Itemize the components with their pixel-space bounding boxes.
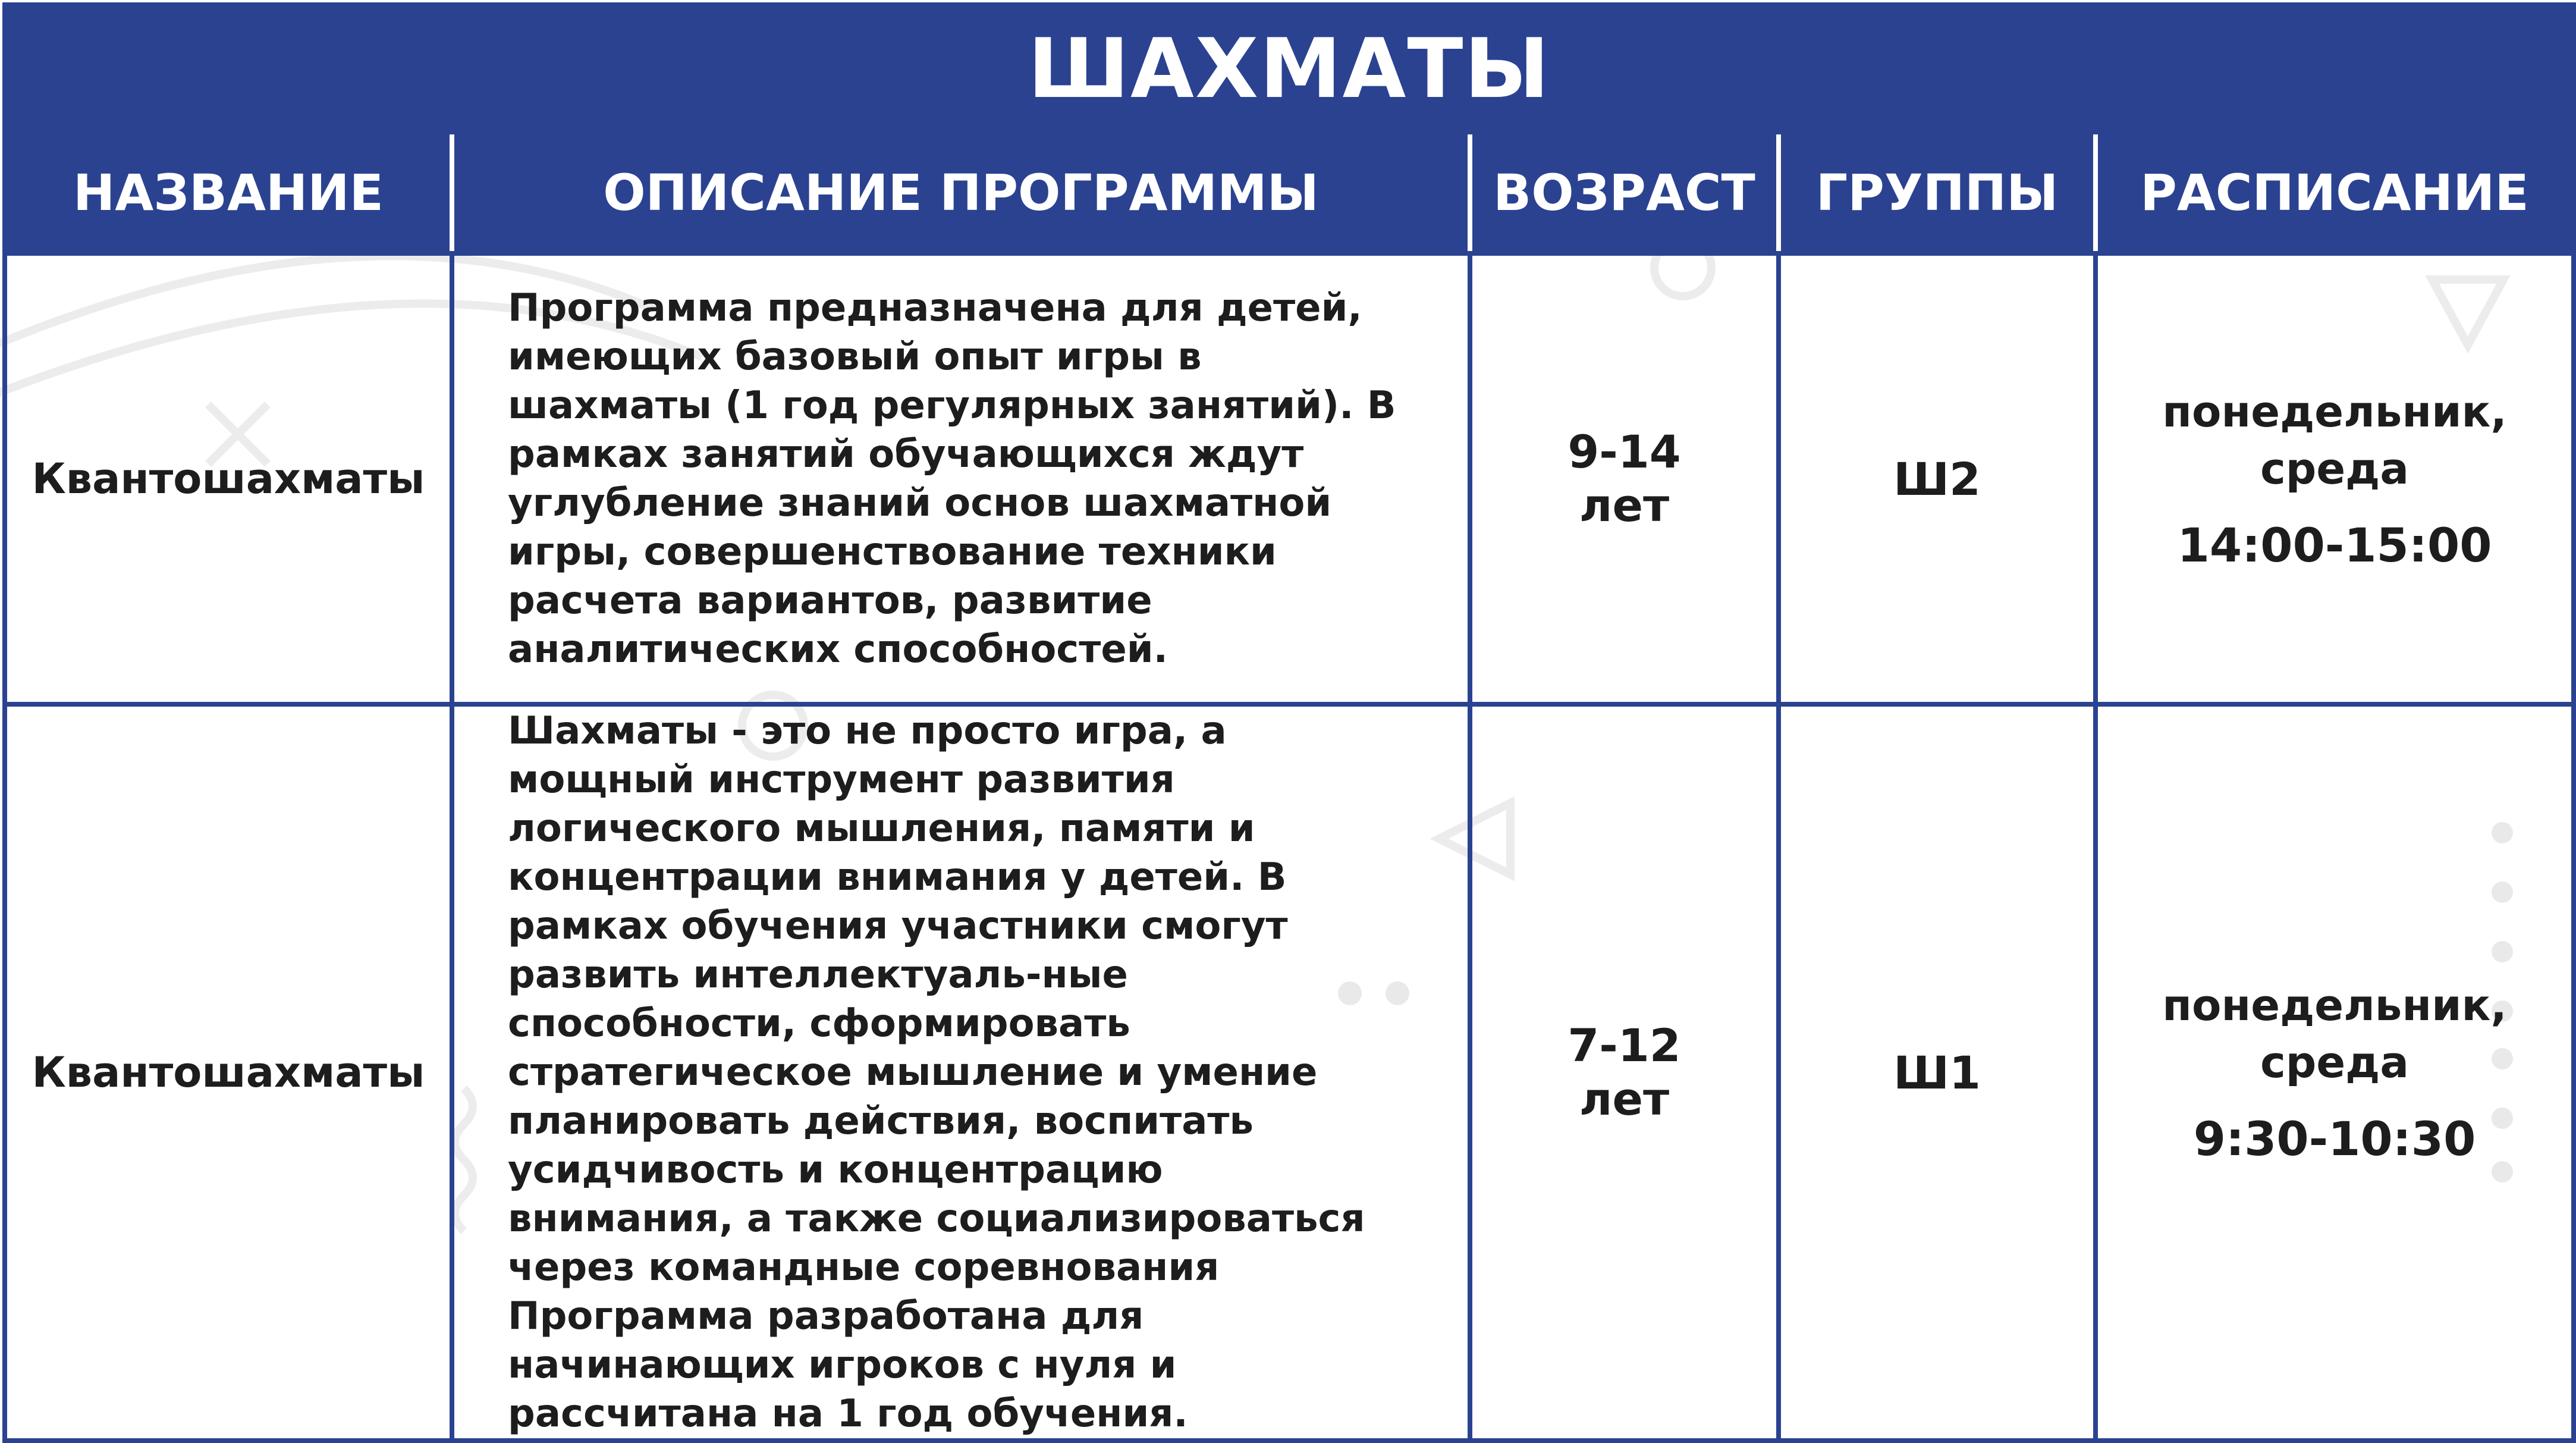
program-group: Ш1	[1779, 704, 2096, 1441]
program-name: Квантошахматы	[5, 253, 452, 704]
column-header-schedule: РАСПИСАНИЕ	[2096, 132, 2574, 253]
column-header-description: ОПИСАНИЕ ПРОГРАММЫ	[452, 132, 1470, 253]
age-unit: лет	[1579, 1072, 1670, 1125]
age-range: 9-14	[1567, 425, 1681, 478]
table-row	[5, 704, 2574, 1441]
schedule-time: 14:00-15:00	[2177, 519, 2492, 573]
program-group: Ш2	[1779, 253, 2096, 704]
page-title: ШАХМАТЫ	[5, 5, 2574, 132]
program-age	[1470, 704, 1779, 1441]
column-header-groups: ГРУППЫ	[1779, 132, 2096, 253]
schedule-time: 9:30-10:30	[2193, 1113, 2476, 1166]
program-table	[2, 2, 2576, 1443]
table-header	[5, 132, 2574, 253]
table-row	[5, 253, 2574, 704]
program-schedule	[2096, 253, 2574, 704]
column-header-age: ВОЗРАСТ	[1470, 132, 1779, 253]
program-age	[1470, 253, 1779, 704]
program-description: Программа предназначена для детей, имеющих базовый опыт игры в шахматы (1 год регулярных занятий). В рамках занятий обучающихся ждут углубление знаний основ шахматной игры, совершенствование техники расчета вариантов, развитие аналитических способностей.	[452, 253, 1470, 704]
schedule-days: понедельник, среда	[2162, 980, 2507, 1087]
program-name: Квантошахматы	[5, 704, 452, 1441]
title-row	[5, 5, 2574, 132]
program-schedule	[2096, 704, 2574, 1441]
column-header-name: НАЗВАНИЕ	[5, 132, 452, 253]
age-range: 7-12	[1567, 1019, 1681, 1072]
program-description: Шахматы - это не просто игра, а мощный инструмент развития логического мышления, памяти и концентрации внимания у детей. В рамках обучения участники смогут развить интеллектуаль-ные способности, сформировать стратегическое мышление и умение планировать действия, воспитать усидчивость и концентрацию внимания, а также социализироваться через командные соревнования Программа разработана для начинающих игроков с нуля и рассчитана на 1 год обучения.	[452, 704, 1470, 1441]
schedule-days: понедельник, среда	[2162, 387, 2507, 494]
age-unit: лет	[1579, 479, 1670, 532]
